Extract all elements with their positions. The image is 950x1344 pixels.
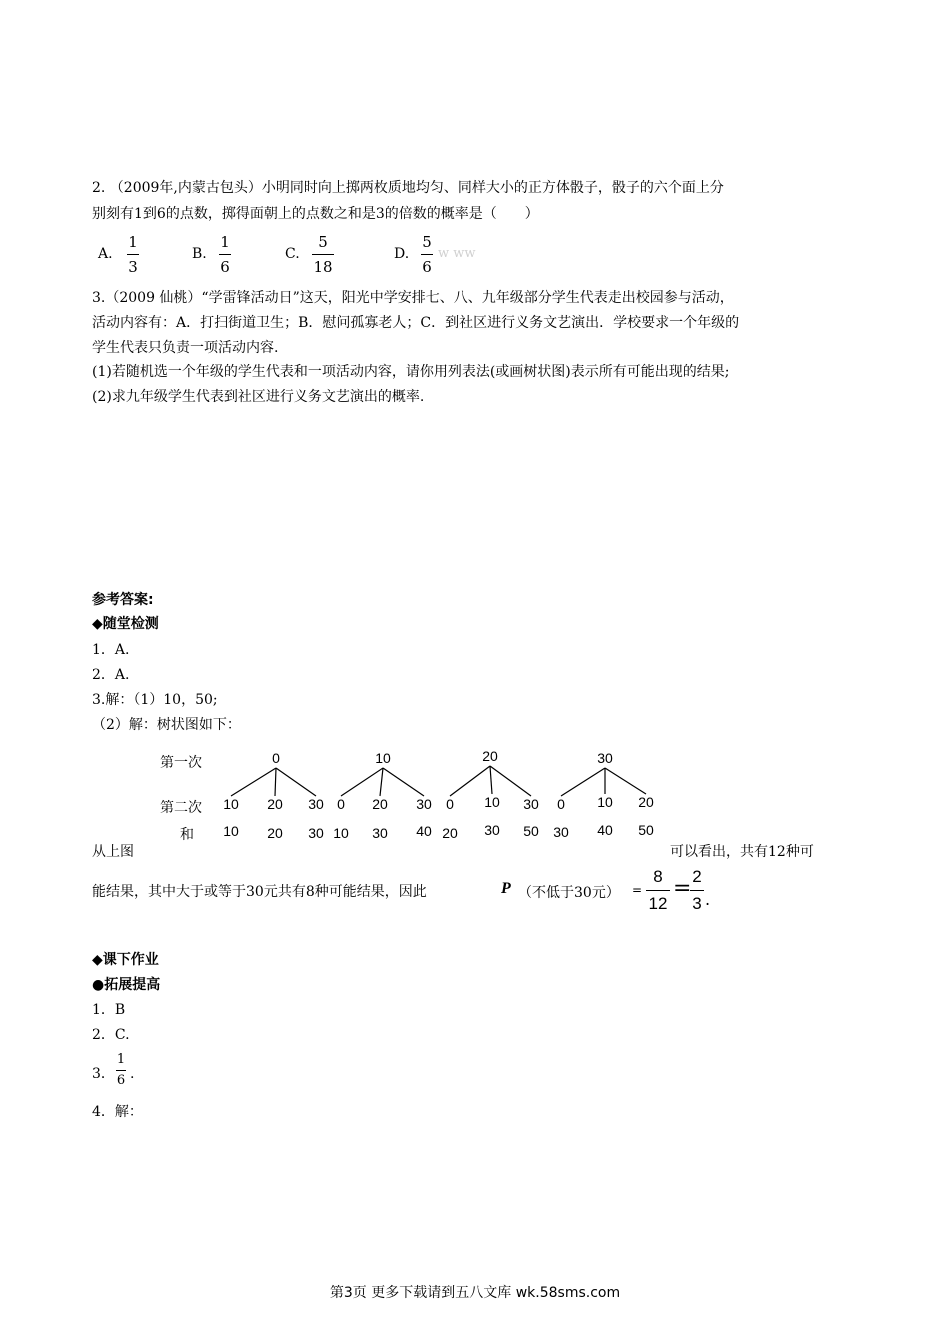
tree-child-node: 0 <box>446 796 454 812</box>
q3-line-1: 3.（2009 仙桃）“学雷锋活动日”这天，阳光中学安排七、八、九年级部分学生代表走出校园参与活动， <box>92 290 734 306</box>
tree-sum-value: 10 <box>333 825 349 841</box>
tree-sum-value: 50 <box>523 823 539 839</box>
tree-sum-value: 30 <box>308 825 324 841</box>
tree-child-node: 0 <box>557 796 565 812</box>
result-period: . <box>705 890 711 909</box>
answer-3: 3.解：（1）10，50; <box>92 692 218 708</box>
tree-child-node: 30 <box>416 796 432 812</box>
extension-answer-3-fraction <box>116 1052 126 1089</box>
tree-sum-value: 40 <box>416 823 432 839</box>
tree-branch-line <box>561 768 605 796</box>
tree-branch-line <box>605 768 646 794</box>
answers-heading: 参考答案: <box>92 592 154 608</box>
option-c-label: C. <box>285 246 300 262</box>
tree-sum-value: 40 <box>597 822 613 838</box>
result-fraction-2-denominator: 3 <box>692 894 702 913</box>
q3-line-2: 活动内容有：A．打扫街道卫生；B．慰问孤寡老人；C．到社区进行义务文艺演出．学校要求一个年级的 <box>92 315 740 331</box>
option-a-numerator: 1 <box>128 233 138 251</box>
tree-branch-line <box>380 768 383 796</box>
tree-child-node: 30 <box>523 796 539 812</box>
conclusion-left: 从上图 <box>92 844 134 860</box>
option-c-denominator: 18 <box>313 258 333 276</box>
result-fraction-1-denominator: 12 <box>648 894 668 913</box>
option-d-label: D. <box>394 246 410 262</box>
section-heading-classroom: ◆随堂检测 <box>92 616 159 632</box>
tree-root-node: 30 <box>597 750 613 766</box>
page-footer: 第3页 更多下载请到五八文库 wk.58sms.com <box>329 1285 621 1301</box>
q3-line-3: 学生代表只负责一项活动内容. <box>92 340 279 356</box>
equals-sign-2: = <box>673 876 692 901</box>
section-heading-homework: ◆课下作业 <box>92 952 159 968</box>
tree-branch-line <box>490 766 492 794</box>
extension-answer-2: 2．C. <box>92 1027 130 1043</box>
q2-line-1: 2. （2009年,内蒙古包头）小明同时向上掷两枚质地均匀、同样大小的正方体骰子，骰子的六个面上分 <box>92 180 724 196</box>
conclusion-right: 可以看出，共有12种可 <box>670 844 814 860</box>
option-a-denominator: 3 <box>128 258 138 276</box>
tree-sum-value: 30 <box>553 824 569 840</box>
tree-child-node: 0 <box>337 796 345 812</box>
option-b-denominator: 6 <box>220 258 230 276</box>
tree-child-node: 20 <box>372 796 388 812</box>
tree-child-node: 20 <box>267 796 283 812</box>
q3-line-4: (1)若随机选一个年级的学生代表和一项活动内容，请你用列表法(或画树状图)表示所有可能出现的结果; <box>92 364 730 380</box>
option-b-label: B. <box>192 246 207 262</box>
tree-sum-value: 30 <box>484 822 500 838</box>
result-fraction-2 <box>690 866 704 915</box>
tree-root-node: 0 <box>272 750 280 766</box>
option-a-label: A. <box>98 246 113 262</box>
probability-condition: （不低于30元） <box>518 885 620 901</box>
tree-branch-line <box>490 766 531 796</box>
fraction-bar <box>646 890 670 891</box>
option-c-numerator: 5 <box>318 233 328 251</box>
extension-answer-3-denominator: 6 <box>116 1073 126 1088</box>
fraction-bar <box>690 890 704 891</box>
tree-child-node: 20 <box>638 794 654 810</box>
tree-root-node: 20 <box>482 748 498 764</box>
q2-line-2: 别刻有1到6的点数，掷得面朝上的点数之和是3的倍数的概率是（ ） <box>92 206 539 222</box>
extension-answer-1: 1．B <box>92 1002 126 1018</box>
tree-sum-value: 10 <box>223 823 239 839</box>
tree-branch-line <box>276 768 316 796</box>
tree-row-label-sum: 和 <box>180 827 194 843</box>
tree-sum-value: 50 <box>638 822 654 838</box>
result-fraction-2-numerator: 2 <box>692 867 702 886</box>
tree-branch-line <box>275 768 276 796</box>
probability-symbol: P <box>501 880 511 897</box>
extension-answer-3-numerator: 1 <box>116 1052 126 1067</box>
tree-sum-value: 20 <box>267 825 283 841</box>
result-fraction-1-numerator: 8 <box>653 867 663 886</box>
tree-child-node: 10 <box>223 796 239 812</box>
watermark-text: w ww <box>438 246 476 261</box>
equals-sign-1: = <box>632 883 643 897</box>
extension-answer-4: 4．解： <box>92 1104 143 1120</box>
answer-1: 1．A. <box>92 642 130 658</box>
tree-branch-line <box>450 766 490 796</box>
answer-3-part-2: （2）解：树状图如下： <box>92 717 241 733</box>
tree-branch-line <box>341 768 383 796</box>
tree-sum-value: 30 <box>372 825 388 841</box>
extension-answer-3-suffix: . <box>130 1066 135 1082</box>
tree-child-node: 30 <box>308 796 324 812</box>
tree-sum-value: 20 <box>442 825 458 841</box>
tree-branch-line <box>231 768 276 796</box>
q3-line-5: (2)求九年级学生代表到社区进行义务文艺演出的概率. <box>92 389 425 405</box>
section-heading-extension: ●拓展提高 <box>92 977 161 993</box>
option-b-numerator: 1 <box>220 233 230 251</box>
answer-2: 2．A. <box>92 667 130 683</box>
tree-row-label-second: 第二次 <box>160 800 202 816</box>
extension-answer-3-prefix: 3． <box>92 1066 115 1082</box>
tree-child-node: 10 <box>597 794 613 810</box>
tree-child-node: 10 <box>484 794 500 810</box>
tree-branch-line <box>383 768 424 796</box>
option-d-numerator: 5 <box>422 233 432 251</box>
option-d-denominator: 6 <box>422 258 432 276</box>
tree-row-label-first: 第一次 <box>160 755 202 771</box>
fraction-bar <box>116 1070 126 1071</box>
tree-root-node: 10 <box>375 750 391 766</box>
conclusion-line-2: 能结果，其中大于或等于30元共有8种可能结果，因此 <box>92 884 427 900</box>
result-fraction-1 <box>646 866 670 915</box>
